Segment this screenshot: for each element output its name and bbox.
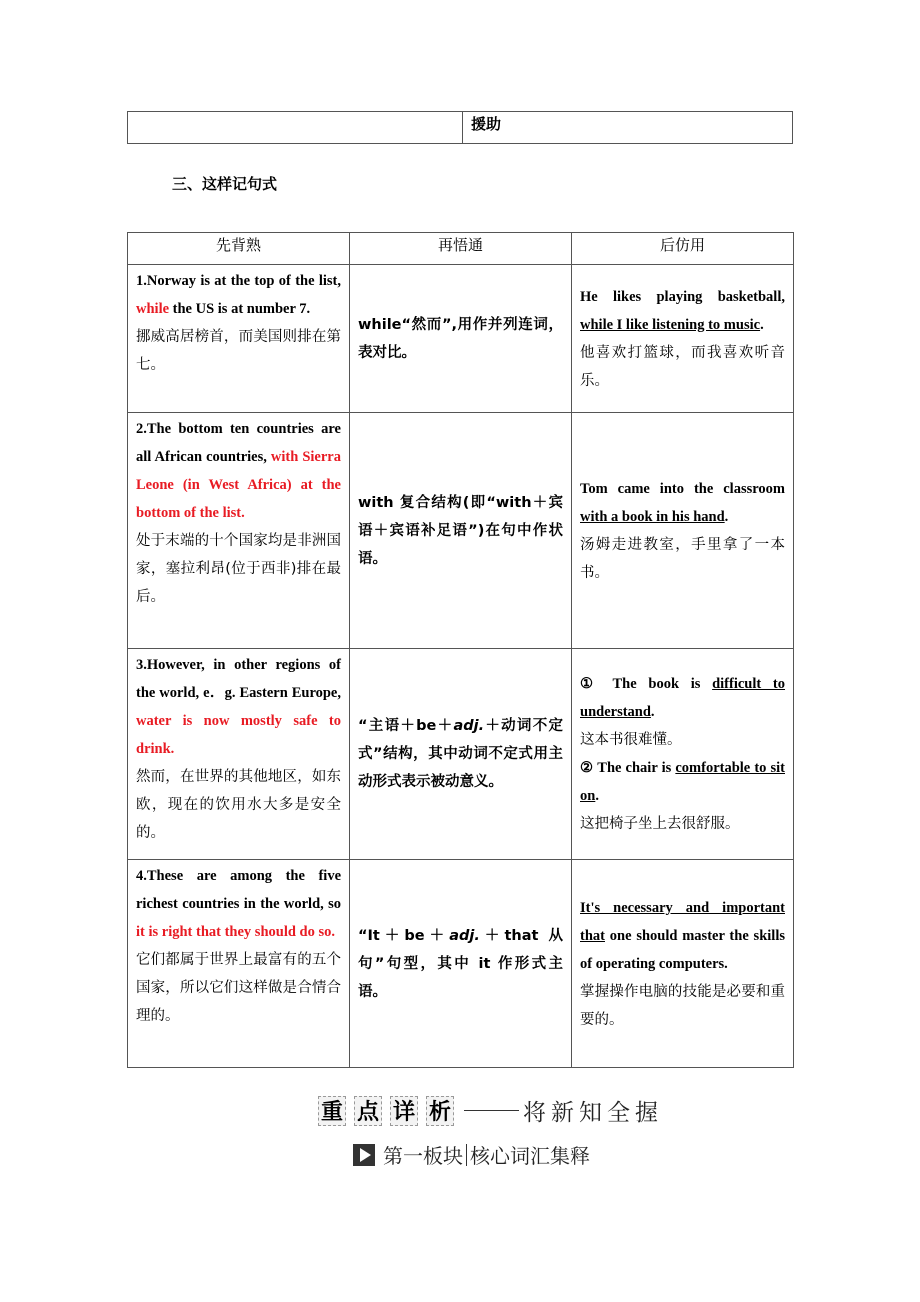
header-understand: 再悟通: [350, 233, 572, 265]
underlined-text: difficult to understand: [580, 676, 786, 720]
imitation-text: .: [760, 316, 764, 333]
banner-dash: [464, 1110, 519, 1111]
explanation-text: “It＋be＋: [358, 927, 450, 944]
translation-text: 掌握操作电脑的技能是必要和重要的。: [580, 983, 785, 1028]
table-cell: 援助: [463, 112, 793, 144]
italic-term: adj.: [453, 718, 485, 734]
imitation-item: [580, 670, 785, 726]
highlight-text: it is right that they should do so.: [136, 924, 336, 940]
banner-boxed-char: 析: [426, 1096, 454, 1126]
banner-boxed-char: 重: [318, 1096, 346, 1126]
table-row: [128, 413, 794, 649]
empty-cell: [128, 112, 463, 144]
translation-text: 它们都属于世界上最富有的五个国家，所以它们这样做是合情合理的。: [136, 952, 341, 1024]
header-imitate: 后仿用: [572, 233, 794, 265]
table-header-row: [128, 233, 794, 265]
highlight-text: water is now mostly safe to drink.: [136, 713, 341, 757]
imitation-text: .: [650, 704, 655, 720]
sentence-pattern-table: [127, 232, 794, 1068]
sentence-text: 3.However, in other regions of the world, e．g. Eastern Europe,: [136, 657, 341, 701]
example-sentence-cell: [128, 649, 350, 860]
sentence-text: 2.The bottom ten countries are all African countries,: [136, 421, 341, 465]
header-memorize: 先背熟: [128, 233, 350, 265]
example-sentence-cell: [128, 413, 350, 649]
imitation-cell: [572, 265, 794, 413]
play-icon: [353, 1144, 375, 1166]
translation-text: 然而，在世界的其他地区，如东欧，现在的饮用水大多是安全的。: [136, 769, 341, 841]
imitation-text: The book is: [601, 676, 713, 692]
section-label-left: 第一板块: [383, 1144, 463, 1168]
divider: [466, 1144, 467, 1166]
explanation-text: with 复合结构(即“with＋宾语＋宾语补足语”)在句中作状语。: [358, 494, 563, 567]
section-label-right: 核心词汇集释: [470, 1144, 590, 1168]
imitation-text: .: [724, 508, 729, 525]
explanation-cell: [350, 413, 572, 649]
previous-table-tail: [127, 111, 793, 144]
italic-term: adj.: [449, 927, 480, 944]
explanation-text: ＋that 从句”句型，其中 it 作形式主语。: [358, 927, 563, 1000]
imitation-text: He likes playing basketball,: [580, 288, 785, 305]
underlined-text: with a book in his hand: [580, 508, 725, 525]
table-row: [128, 649, 794, 860]
banner-subtitle: 将新知全握: [523, 1100, 663, 1126]
translation-text: 这本书很难懂。: [580, 732, 682, 748]
key-points-banner: [318, 1094, 663, 1127]
explanation-text: while“然而”,用作并列连词，表对比。: [358, 316, 563, 361]
translation-text: 他喜欢打篮球，而我喜欢听音乐。: [580, 344, 785, 389]
imitation-cell: [572, 860, 794, 1068]
table-row: [128, 860, 794, 1068]
underlined-text: comfortable to sit on: [580, 760, 785, 804]
imitation-text: The chair is: [593, 760, 676, 776]
example-sentence-cell: [128, 265, 350, 413]
section-label: [353, 1140, 590, 1169]
circled-number-1: ①: [580, 676, 602, 692]
translation-text: 汤姆走进教室，手里拿了一本书。: [580, 536, 785, 581]
highlight-text: while: [136, 301, 170, 317]
imitation-item: [580, 754, 785, 810]
imitation-cell: [572, 413, 794, 649]
underlined-text: It's necessary and important that: [580, 899, 785, 944]
highlight-text: with Sierra Leone (in West Africa) at the bottom of the list.: [136, 449, 341, 521]
section-title: 三、这样记句式: [172, 175, 278, 193]
circled-number-2: ②: [580, 760, 594, 776]
sentence-text: 4.These are among the five richest countries in the world, so: [136, 868, 341, 912]
banner-boxed-char: 详: [390, 1096, 418, 1126]
underlined-text: while I like listening to music: [580, 316, 761, 333]
sentence-text: 1.Norway is at the top of the list,: [136, 273, 341, 289]
imitation-cell: [572, 649, 794, 860]
translation-text: 这把椅子坐上去很舒服。: [580, 816, 740, 832]
explanation-cell: [350, 860, 572, 1068]
translation-text: 处于末端的十个国家均是非洲国家，塞拉利昂(位于西非)排在最后。: [136, 533, 341, 605]
table-row: [128, 265, 794, 413]
explanation-text: ＋动词不定式”结构，其中动词不定式用主动形式表示被动意义。: [358, 718, 563, 790]
explanation-text: “主语＋be＋: [358, 718, 454, 734]
explanation-cell: [350, 265, 572, 413]
imitation-text: .: [595, 788, 599, 804]
imitation-text: Tom came into the classroom: [580, 480, 785, 497]
explanation-cell: [350, 649, 572, 860]
banner-boxed-char: 点: [354, 1096, 382, 1126]
translation-text: 挪威高居榜首，而美国则排在第七。: [136, 329, 341, 373]
example-sentence-cell: [128, 860, 350, 1068]
sentence-text: the US is at number 7.: [169, 301, 311, 317]
imitation-text: one should master the skills of operating computers.: [580, 927, 785, 972]
